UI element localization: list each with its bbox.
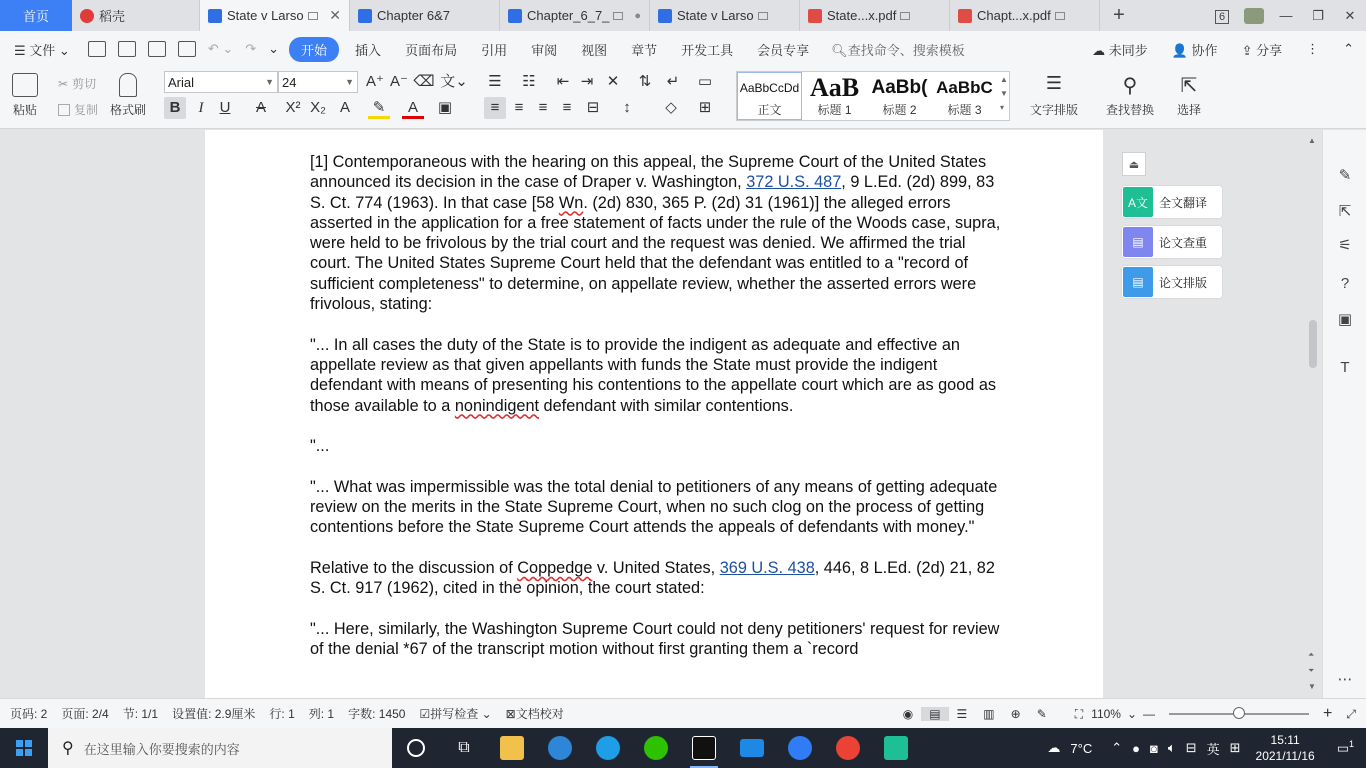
menu-bar — [0, 31, 1366, 67]
tab-home[interactable]: 首页 — [0, 0, 72, 31]
find-replace-button[interactable]: ⚲ 查找替换 — [1106, 75, 1155, 117]
chrome-icon[interactable] — [824, 728, 872, 768]
paper-check-button[interactable]: ▤ 论文查重 — [1122, 226, 1222, 258]
app-icon[interactable] — [536, 728, 584, 768]
fullscreen-icon[interactable]: ⤢ — [1346, 706, 1356, 721]
tray-app-icon[interactable]: ◙ — [1150, 740, 1158, 756]
close-window-icon[interactable]: ✕ — [1344, 7, 1356, 23]
style-heading-3[interactable]: AaBbC 标题 3 — [936, 77, 993, 117]
start-button[interactable] — [0, 728, 48, 768]
paragraph: "... — [310, 437, 330, 456]
tray-expand-icon[interactable]: ⌃ — [1111, 740, 1123, 755]
undo-icon[interactable]: ↶ ⌄ — [207, 41, 234, 56]
paragraph: "... Here, similarly, the Washington Supreme Court could not deny petitioners' request for review of the denial *67 of the transcript motion without first granting them a `record — [310, 619, 1000, 659]
redo-icon[interactable]: ↷ — [245, 41, 257, 56]
taskbar-search[interactable]: ⚲ 在这里输入你要搜索的内容 — [48, 728, 392, 768]
new-tab-button[interactable]: + — [1113, 4, 1125, 26]
word-icon — [658, 9, 672, 23]
wechat-icon[interactable] — [632, 728, 680, 768]
font-color-icon[interactable]: A — [402, 97, 424, 119]
style-heading-1[interactable]: AaB 标题 1 — [809, 72, 860, 117]
text-effect-icon[interactable]: A — [339, 99, 350, 116]
scroll-thumb[interactable] — [1309, 320, 1317, 368]
strikethrough-button[interactable]: A — [255, 99, 266, 116]
paragraph: Relative to the discussion of Coppedge v. United States, 369 U.S. 438, 446, 8 L.Ed. (2d) 21, 82 S. Ct. 917 (1962), cited in the opinion, the court stated: — [310, 558, 995, 598]
scroll-prev-page-icon[interactable]: ⏶ — [1308, 650, 1315, 659]
chinese-layout-icon[interactable]: ✕ — [606, 73, 620, 90]
cursor-icon[interactable]: ⇱ — [1338, 203, 1352, 220]
pdf-icon — [958, 9, 972, 23]
right-sidebar — [1322, 130, 1366, 698]
phonetic-icon[interactable]: 文⌄ — [440, 73, 468, 90]
word-icon — [208, 9, 222, 23]
tab-start[interactable]: 开始 — [289, 37, 339, 62]
network-icon[interactable]: ⊟ — [1185, 740, 1197, 755]
paragraph: "... In all cases the duty of the State is to provide the indigent as adequate and effective an appellate review as that given appellants with funds the State must provide the indigent defendant with means of presenting his contentions to the appellate court which are as good as those available to a nonindigent defendant with similar contentions. — [310, 335, 997, 415]
underline-button[interactable]: U — [219, 99, 231, 116]
windows-taskbar — [0, 728, 1366, 768]
char-border-icon[interactable]: ▣ — [437, 99, 453, 116]
sliders-icon[interactable]: ⚟ — [1338, 237, 1352, 254]
status-page[interactable]: 页面: 2/4 — [61, 707, 109, 721]
tab-document[interactable]: Chapter_6_7_ ● — [500, 0, 650, 31]
pdf-icon — [808, 9, 822, 23]
outline-view-icon[interactable]: ☰ — [956, 707, 968, 721]
restore-icon[interactable]: ❐ — [1312, 7, 1324, 23]
tab-review[interactable]: 审阅 — [531, 42, 558, 58]
paragraph: [1] Contemporaneous with the hearing on this appeal, the Supreme Court of the United States announced its decision in the case of Draper v. Washington, 372 U.S. 487, 9 L.Ed. (2d) 899, 83 S. Ct. 774 (1963). In that case [58 Wn. (2d) 830, 365 P. (2d) 31 (1961)] the alleged errors asserted in the application for a free statement of facts under the rule of the Woods case, supra, were held to be frivolous by the trial court and the request was denied. We affirmed the trial court. The United States Supreme Court held that the defendant was entitled to a "record of sufficient completeness" to determine, on appellate review, whether the asserted errors were frivolous, stating: — [310, 153, 1001, 314]
document-page[interactable] — [205, 130, 1103, 698]
proofread-icon: ⊠ — [505, 707, 516, 721]
print-preview-icon[interactable] — [178, 41, 196, 57]
bold-button[interactable]: B — [164, 97, 186, 119]
docer-icon — [80, 9, 94, 23]
style-heading-2[interactable]: AaBb( 标题 2 — [871, 76, 928, 117]
text-layout-button[interactable]: ☰ 文字排版 — [1030, 73, 1079, 117]
view-zoom-controls — [895, 699, 1356, 729]
write-view-icon[interactable]: ✎ — [1036, 707, 1047, 721]
export-icon[interactable] — [118, 41, 136, 57]
translate-app-icon[interactable] — [872, 728, 920, 768]
borders-icon[interactable]: ⊞ — [698, 99, 712, 116]
translate-icon: A文 — [1123, 187, 1153, 217]
ribbon — [0, 67, 1366, 129]
style-gallery — [736, 71, 1010, 121]
ruler-icon[interactable]: ▭ — [697, 73, 713, 90]
word-icon — [358, 9, 372, 23]
status-bar — [0, 698, 1366, 728]
image-icon[interactable]: ▣ — [1337, 311, 1353, 328]
line-spacing-icon[interactable]: ↕ — [623, 99, 631, 116]
increase-indent-icon[interactable]: ⇥ — [580, 73, 594, 90]
sync-button[interactable]: ☁ 未同步 — [1092, 42, 1148, 58]
window-icon — [308, 12, 318, 20]
mail-icon[interactable] — [728, 728, 776, 768]
tray-app-icon[interactable]: ● — [1132, 740, 1141, 756]
tab-insert[interactable]: 插入 — [355, 42, 382, 58]
copy-icon — [58, 104, 70, 116]
tab-bar — [0, 0, 1366, 31]
zoom-in-icon[interactable]: + — [1323, 705, 1333, 722]
task-view-icon[interactable]: ⧉ — [458, 739, 470, 756]
search-icon: 🔍︎ — [831, 42, 848, 58]
cloud-icon: ☁ — [1092, 42, 1109, 58]
text-icon[interactable]: T — [1340, 359, 1350, 376]
vertical-scrollbar[interactable] — [1306, 130, 1320, 698]
clear-format-icon[interactable]: ⌫ — [413, 73, 435, 90]
status-page-code[interactable]: 页码: 2 — [10, 707, 48, 721]
zoom-dropdown-icon[interactable]: ⌄ — [1126, 707, 1138, 721]
close-icon[interactable]: ✕ — [329, 7, 341, 23]
style-scroll-icon[interactable]: ▲ ▼ ▾ — [1000, 75, 1008, 112]
tab-developer[interactable]: 开发工具 — [681, 42, 734, 58]
tab-member[interactable]: 会员专享 — [757, 42, 810, 58]
shrink-font-icon[interactable]: A⁻ — [390, 73, 408, 90]
status-setting[interactable]: 设置值: 2.9厘米 — [172, 707, 256, 721]
fit-page-icon[interactable]: ⛶ — [1074, 706, 1084, 721]
document-content[interactable] — [310, 152, 1010, 680]
tab-page-layout[interactable]: 页面布局 — [405, 42, 458, 58]
clock[interactable]: 15:11 2021/11/16 — [1255, 733, 1315, 763]
citation-link[interactable]: 372 U.S. 487 — [746, 173, 842, 192]
tab-count-badge[interactable]: 6 — [1206, 8, 1238, 23]
page-view-icon[interactable]: ▤ — [921, 707, 948, 721]
style-normal[interactable]: AaBbCcDd 正文 — [737, 72, 802, 120]
print-icon[interactable] — [148, 41, 166, 57]
paste-icon — [12, 73, 38, 97]
window-icon — [900, 12, 910, 20]
tab-document[interactable]: State v Larso — [650, 0, 800, 31]
text-layout-icon: ☰ — [1045, 73, 1063, 93]
status-word-count[interactable]: 字数: 1450 — [348, 707, 406, 721]
highlight-icon[interactable]: ✎ — [368, 97, 390, 119]
cortana-icon[interactable] — [392, 728, 440, 768]
share-icon: ⇪ — [1241, 42, 1257, 58]
tab-view[interactable]: 视图 — [581, 42, 608, 58]
collapse-panel-icon[interactable]: ⏏ — [1122, 152, 1146, 176]
unsaved-dot-icon: ● — [634, 9, 641, 22]
zoom-slider[interactable] — [1169, 713, 1309, 715]
pen-icon[interactable]: ✎ — [1338, 167, 1352, 184]
more-icon[interactable]: ⋯ — [1337, 671, 1353, 688]
citation-link[interactable]: 369 U.S. 438 — [719, 558, 815, 577]
tab-document[interactable]: Chapter 6&7 — [350, 0, 500, 31]
collapse-ribbon-icon[interactable]: ⌃ — [1343, 41, 1354, 56]
tab-references[interactable]: 引用 — [481, 42, 508, 58]
italic-button[interactable]: I — [198, 100, 204, 116]
windows-icon — [16, 740, 32, 756]
format-painter-button[interactable]: 格式刷 — [110, 73, 146, 118]
select-button[interactable]: ⇱ 选择 — [1176, 75, 1201, 117]
tab-pdf[interactable]: State...x.pdf — [800, 0, 950, 31]
zoom-out-icon[interactable]: — — [1143, 707, 1156, 721]
scroll-up-icon[interactable]: ▲ — [1308, 136, 1316, 145]
status-col[interactable]: 列: 1 — [308, 707, 335, 721]
font-name-select[interactable]: Arial ▼ — [164, 71, 278, 93]
shading-icon[interactable]: ◇ — [665, 99, 677, 116]
ime-icon[interactable]: ⊞ — [1229, 740, 1241, 755]
collab-button[interactable]: 👤 协作 — [1171, 42, 1218, 58]
brush-icon — [119, 73, 137, 97]
checkbox-icon: ☑ — [419, 707, 431, 721]
web-view-icon[interactable]: ⊕ — [1010, 707, 1021, 721]
copy-button[interactable]: 复制 — [58, 101, 98, 118]
volume-icon[interactable]: 🔈︎ — [1167, 740, 1176, 755]
share-button[interactable]: ⇪ 分享 — [1241, 42, 1283, 58]
window-icon — [1055, 12, 1065, 20]
avatar[interactable] — [1238, 7, 1270, 24]
layout-icon: ▤ — [1123, 267, 1153, 297]
superscript-button[interactable]: X² — [285, 99, 301, 116]
help-icon[interactable]: ? — [1340, 275, 1350, 292]
scroll-down-icon[interactable]: ▼ — [1308, 682, 1316, 691]
search-icon: ⚲ — [62, 740, 74, 757]
save-icon[interactable] — [88, 41, 106, 57]
notification-icon[interactable]: ▭$^1$ — [1336, 739, 1354, 756]
file-menu[interactable]: ☰ 文件 ⌄ — [14, 42, 70, 58]
proofread-button[interactable]: ⊠文档校对 — [505, 707, 564, 721]
spell-check-button[interactable]: ☑拼写检查 ⌄ — [419, 707, 492, 721]
tab-document-active[interactable]: State v Larso ✕ — [200, 0, 350, 31]
command-search[interactable]: 🔍︎查找命令、搜索模板 — [831, 42, 965, 58]
numbered-list-icon[interactable]: ☷ — [522, 73, 536, 90]
justify-icon[interactable]: ≡ — [562, 99, 572, 116]
paste-button[interactable]: 粘贴 — [12, 73, 38, 118]
weather-icon[interactable]: ☁ — [1047, 740, 1061, 755]
grow-font-icon[interactable]: A⁺ — [366, 73, 384, 90]
file-explorer-icon[interactable] — [488, 728, 536, 768]
scissors-icon: ✂ — [58, 76, 69, 91]
cursor-icon: ⇱ — [1180, 75, 1198, 97]
magnifier-icon: ⚲ — [1122, 75, 1138, 97]
distribute-icon[interactable]: ⊟ — [586, 99, 600, 116]
window-icon — [613, 12, 623, 20]
sort-icon[interactable]: ⇅ — [638, 73, 652, 90]
more-icon[interactable]: ⋮ — [1306, 41, 1320, 56]
tab-docer[interactable]: 稻壳 — [72, 0, 200, 31]
collab-icon: 👤 — [1171, 42, 1192, 58]
tab-pdf[interactable]: Chapt...x.pdf — [950, 0, 1100, 31]
wps-icon[interactable] — [680, 728, 728, 768]
tab-chapter[interactable]: 章节 — [631, 42, 658, 58]
read-view-icon[interactable]: ▥ — [983, 707, 995, 721]
align-right-icon[interactable]: ≡ — [538, 99, 548, 116]
quick-access-dropdown-icon[interactable]: ⌄ — [268, 41, 280, 56]
align-left-icon[interactable]: ≡ — [484, 97, 506, 119]
minimize-icon[interactable]: — — [1279, 8, 1293, 23]
input-language[interactable]: 英 — [1206, 741, 1220, 757]
show-marks-icon[interactable]: ↵ — [666, 73, 680, 90]
window-controls — [1206, 0, 1366, 31]
system-tray — [1042, 728, 1366, 768]
status-row[interactable]: 行: 1 — [269, 707, 295, 721]
status-section[interactable]: 节: 1/1 — [122, 707, 159, 721]
bullet-list-icon[interactable]: ☰ — [488, 73, 502, 90]
browser-icon[interactable] — [776, 728, 824, 768]
window-icon — [758, 12, 768, 20]
edge-icon[interactable] — [584, 728, 632, 768]
decrease-indent-icon[interactable]: ⇤ — [556, 73, 570, 90]
align-center-icon[interactable]: ≡ — [514, 99, 524, 116]
weather-temp[interactable]: 7°C — [1070, 740, 1093, 756]
zoom-level[interactable]: 110% — [1091, 707, 1121, 721]
cut-button[interactable]: ✂ 剪切 — [58, 76, 97, 91]
full-translate-button[interactable]: A文 全文翻译 — [1122, 186, 1222, 218]
zoom-slider-knob[interactable] — [1233, 707, 1245, 719]
subscript-button[interactable]: X₂ — [310, 99, 326, 116]
word-icon — [508, 9, 522, 23]
eye-icon[interactable]: ◉ — [902, 707, 914, 721]
document-area — [0, 130, 1366, 698]
paragraph: "... What was impermissible was the total denial to petitioners of any means of getting adequate review on the merits in the State Supreme Court, when no such clog on the process of getting contentions before the State Supreme Court attends the appeals of defendants with money." — [310, 477, 998, 537]
font-size-select[interactable]: 24 ▼ — [278, 71, 358, 93]
paper-layout-button[interactable]: ▤ 论文排版 — [1122, 266, 1222, 298]
check-icon: ▤ — [1123, 227, 1153, 257]
scroll-next-page-icon[interactable]: ⏷ — [1308, 666, 1315, 675]
